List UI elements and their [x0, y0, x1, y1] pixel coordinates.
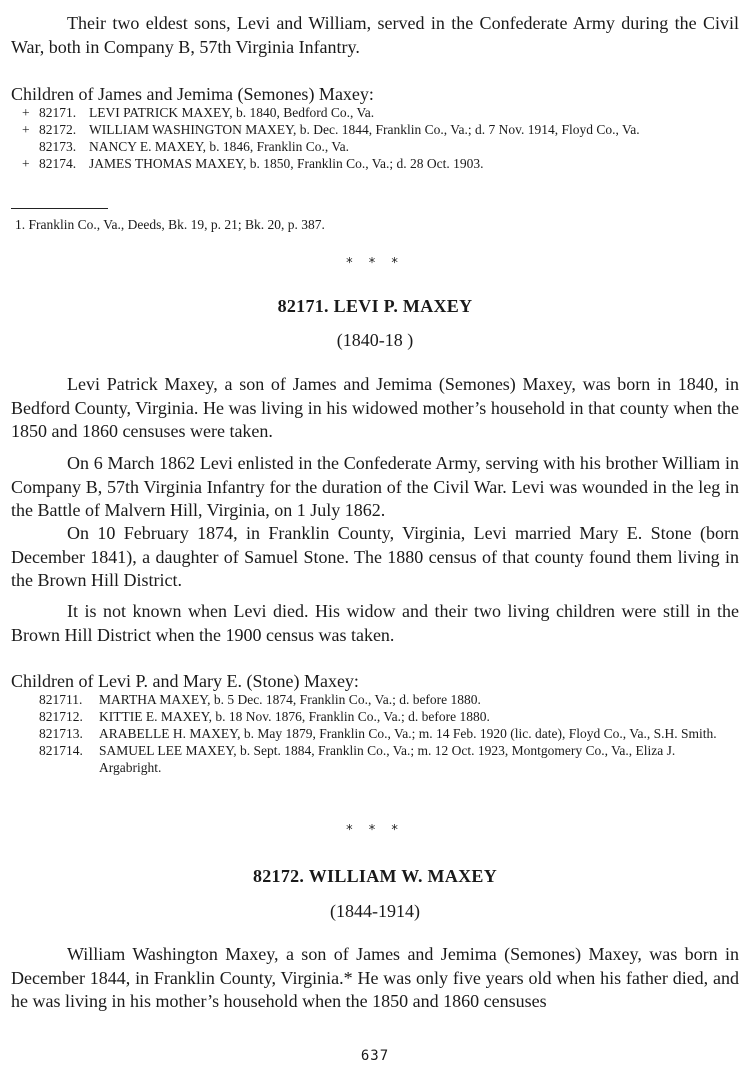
item-text: MARTHA MAXEY, b. 5 Dec. 1874, Franklin Co., Va.; d. before 1880. [99, 692, 481, 707]
children-levi-list [11, 691, 739, 776]
section-title-levi: 82171. LEVI P. MAXEY [277, 296, 473, 316]
page-number: 637 [360, 1048, 390, 1064]
list-item [11, 708, 739, 725]
item-number: 82172. [39, 122, 77, 137]
list-item [11, 742, 739, 776]
section-separator: * * * [346, 256, 404, 271]
list-item [11, 138, 739, 155]
levi-paragraph-4: It is not known when Levi died. His widow and their two living children were still in the Brown Hill District when the 1900 census was taken. [11, 601, 739, 645]
item-number: 821714. [39, 743, 83, 758]
intro-paragraph: Their two eldest sons, Levi and William, served in the Confederate Army during the Civil War, both in Company B, 57th Virginia Infantry. [11, 13, 739, 57]
section-title-william: 82172. WILLIAM W. MAXEY [252, 866, 498, 886]
children-james-heading: Children of James and Jemima (Semones) Maxey: [11, 84, 374, 104]
continuation-mark: + [22, 105, 30, 120]
item-text: ARABELLE H. MAXEY, b. May 1879, Franklin Co., Va.; m. 14 Feb. 1920 (lic. date), Floyd Co., Va., S.H. Smith. [99, 726, 717, 741]
william-paragraph-1: William Washington Maxey, a son of James and Jemima (Semones) Maxey, was born in December 1844, in Franklin County, Virginia.* He was only five years old when his father died, and he was living in his mother’s household when the 1850 and 1860 censuses [11, 944, 739, 1011]
item-text: NANCY E. MAXEY, b. 1846, Franklin Co., Va. [89, 139, 350, 154]
list-item [11, 155, 739, 172]
levi-paragraph-1: Levi Patrick Maxey, a son of James and Jemima (Semones) Maxey, was born in 1840, in Bedford County, Virginia. He was living in his widowed mother’s household in that county when the 1850 and 1860 censuses were taken. [11, 374, 739, 441]
item-text: LEVI PATRICK MAXEY, b. 1840, Bedford Co., Va. [89, 105, 375, 120]
list-item [11, 725, 739, 742]
section-dates-william: (1844-1914) [330, 901, 420, 921]
children-levi-heading: Children of Levi P. and Mary E. (Stone) Maxey: [11, 671, 359, 691]
list-item [11, 121, 739, 138]
item-number: 821713. [39, 726, 83, 741]
section-separator: * * * [346, 823, 404, 838]
footnote: 1. Franklin Co., Va., Deeds, Bk. 19, p. 21; Bk. 20, p. 387. [15, 217, 325, 232]
item-number: 82171. [39, 105, 77, 120]
section-dates-levi: (1840-18 ) [336, 330, 414, 350]
list-item [11, 691, 739, 708]
continuation-mark: + [22, 156, 30, 171]
item-number: 821712. [39, 709, 83, 724]
item-text: KITTIE E. MAXEY, b. 18 Nov. 1876, Franklin Co., Va.; d. before 1880. [99, 709, 490, 724]
item-number: 82174. [39, 156, 77, 171]
levi-paragraph-3: On 10 February 1874, in Franklin County, Virginia, Levi married Mary E. Stone (born December 1841), a daughter of Samuel Stone. The 1880 census of that county found them living in the Brown Hill District. [11, 523, 739, 590]
item-number: 821711. [39, 692, 83, 707]
item-text: JAMES THOMAS MAXEY, b. 1850, Franklin Co., Va.; d. 28 Oct. 1903. [89, 156, 484, 171]
item-text: SAMUEL LEE MAXEY, b. Sept. 1884, Franklin Co., Va.; m. 12 Oct. 1923, Montgomery Co., Va., Eliza J. Argabright. [99, 743, 676, 775]
children-james-list [11, 104, 739, 172]
item-text: WILLIAM WASHINGTON MAXEY, b. Dec. 1844, Franklin Co., Va.; d. 7 Nov. 1914, Floyd Co., Va. [89, 122, 640, 137]
list-item [11, 104, 739, 121]
levi-paragraph-2: On 6 March 1862 Levi enlisted in the Confederate Army, serving with his brother William in Company B, 57th Virginia Infantry for the duration of the Civil War. Levi was wounded in the leg in the Battle of Malvern Hill, Virginia, on 1 July 1862. [11, 453, 739, 520]
item-number: 82173. [39, 139, 77, 154]
continuation-mark: + [22, 122, 30, 137]
footnote-divider [11, 208, 108, 209]
